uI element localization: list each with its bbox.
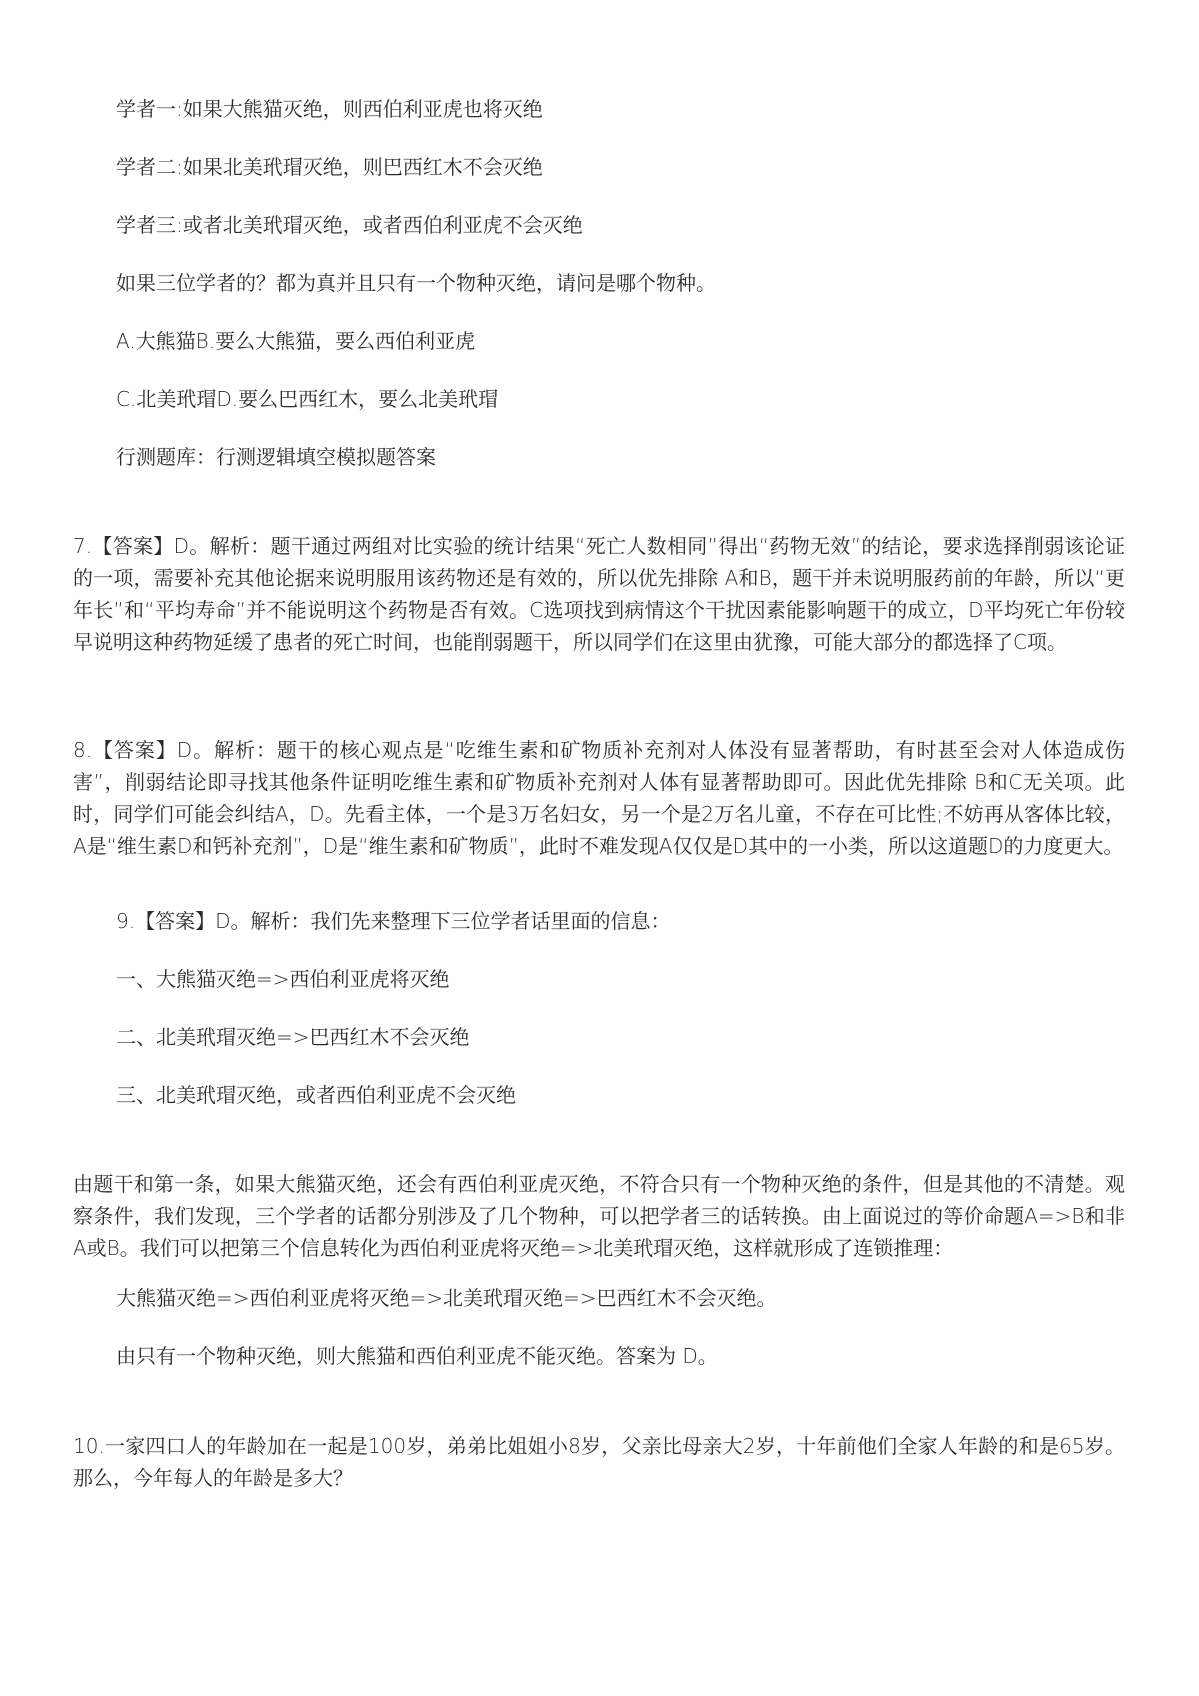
scholar-two-statement: 学者二:如果北美玳瑁灭绝，则巴西红木不会灭绝 — [116, 155, 543, 179]
answer-8-paragraph: 8.【答案】D。解析：题干的核心观点是“吃维生素和矿物质补充剂对人体没有显著帮助，有时甚至会对人体造成伤害”，削弱结论即寻找其他条件证明吃维生素和矿物质补充剂对人体有显著帮助即可。因此优先排除 B和C无关项。此时，同学们可能会纠结A，D。先看主体，一个是3万名妇女，另一个是2万名儿童，不存在可比性;不妨再从客体比较，A是“维生素D和钙补充剂”，D是“维生素和矿物质”，此时不难发现A仅仅是D其中的一小类，所以这道题D的力度更大。 — [73, 738, 1125, 858]
question-stem: 如果三位学者的？都为真并且只有一个物种灭绝，请问是哪个物种。 — [116, 271, 716, 295]
source-line: 行测题库：行测逻辑填空模拟题答案 — [116, 445, 436, 469]
answer-9-info-three: 三、北美玳瑁灭绝，或者西伯利亚虎不会灭绝 — [116, 1083, 516, 1107]
answer-9-conclusion: 由只有一个物种灭绝，则大熊猫和西伯利亚虎不能灭绝。答案为 D。 — [116, 1344, 718, 1368]
answer-9-chain: 大熊猫灭绝=>西伯利亚虎将灭绝=>北美玳瑁灭绝=>巴西红木不会灭绝。 — [116, 1286, 777, 1310]
options-c-d: C.北美玳瑁D.要么巴西红木，要么北美玳瑁 — [116, 387, 499, 411]
options-a-b: A.大熊猫B.要么大熊猫，要么西伯利亚虎 — [116, 329, 476, 353]
question-10-paragraph: 10.一家四口人的年龄加在一起是100岁，弟弟比姐姐小8岁，父亲比母亲大2岁，十年前他们全家人年龄的和是65岁。那么，今年每人的年龄是多大？ — [73, 1434, 1125, 1490]
scholar-one-statement: 学者一:如果大熊猫灭绝，则西伯利亚虎也将灭绝 — [116, 97, 543, 121]
answer-7-paragraph: 7.【答案】D。解析：题干通过两组对比实验的统计结果“死亡人数相同”得出“药物无效”的结论，要求选择削弱该论证的一项，需要补充其他论据来说明服用该药物还是有效的，所以优先排除 A和B，题干并未说明服药前的年龄，所以“更年长”和“平均寿命”并不能说明这个药物是否有效。C选项找到病情这个干扰因素能影响题干的成立，D平均死亡年份较早说明这种药物延缓了患者的死亡时间，也能削弱题干，所以同学们在这里由犹豫，可能大部分的都选择了C项。 — [73, 534, 1125, 654]
answer-9-info-two: 二、北美玳瑁灭绝=>巴西红木不会灭绝 — [116, 1025, 470, 1049]
answer-9-info-one: 一、大熊猫灭绝=>西伯利亚虎将灭绝 — [116, 967, 450, 991]
answer-9-analysis: 由题干和第一条，如果大熊猫灭绝，还会有西伯利亚虎灭绝，不符合只有一个物种灭绝的条件，但是其他的不清楚。观察条件，我们发现，三个学者的话都分别涉及了几个物种，可以把学者三的话转换。由上面说过的等价命题A=>B和非A或B。我们可以把第三个信息转化为西伯利亚虎将灭绝=>北美玳瑁灭绝，这样就形成了连锁推理： — [73, 1172, 1125, 1260]
answer-9-intro: 9.【答案】D。解析：我们先来整理下三位学者话里面的信息： — [116, 909, 671, 933]
scholar-three-statement: 学者三:或者北美玳瑁灭绝，或者西伯利亚虎不会灭绝 — [116, 213, 583, 237]
